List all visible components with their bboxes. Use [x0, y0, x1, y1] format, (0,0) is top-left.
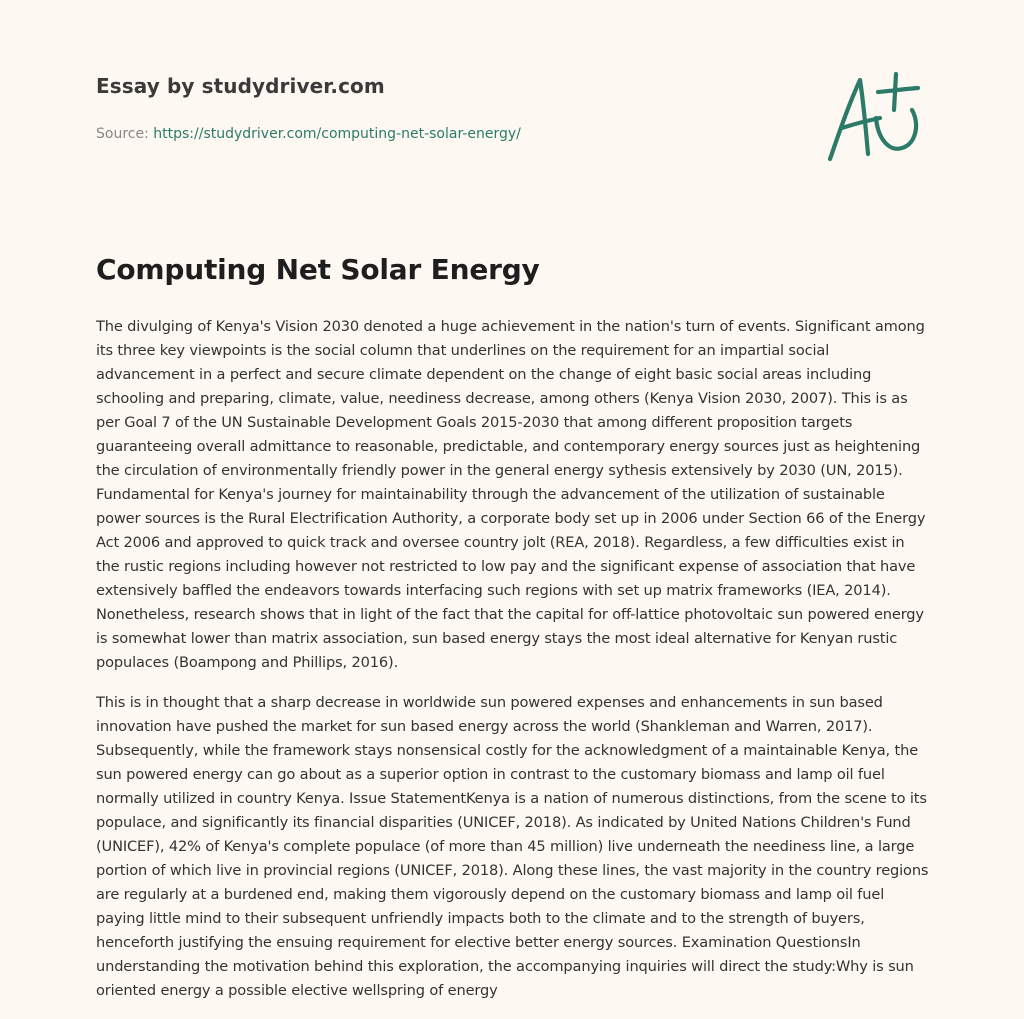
essay-body: [96, 315, 930, 1019]
source-line: [96, 126, 796, 142]
brand-title: Essay by studydriver.com: [96, 74, 385, 98]
essay-title: Computing Net Solar Energy: [96, 253, 540, 286]
essay-header: [96, 74, 796, 142]
source-link[interactable]: https://studydriver.com/computing-net-solar-energy/: [153, 126, 521, 142]
source-label: Source:: [96, 126, 149, 142]
a-plus-logo-icon: [820, 66, 930, 166]
essay-paragraph: This is in thought that a sharp decrease in worldwide sun powered expenses and enhancements in sun based innovation have pushed the market for sun based energy across the world (Shankleman and Warren, 2017). Subsequently, while the framework stays nonsensical costly for the acknowledgment of a maintainable Kenya, the sun powered energy can go about as a superior option in contrast to the customary biomass and lamp oil fuel normally utilized in country Kenya. Issue StatementKenya is a nation of numerous distinctions, from the scene to its populace, and significantly its financial disparities (UNICEF, 2018). As indicated by United Nations Children's Fund (UNICEF), 42% of Kenya's complete populace (of more than 45 million) live underneath the neediness line, a large portion of which live in provincial regions (UNICEF, 2018). Along these lines, the vast majority in the country regions are regularly at a burdened end, making them vigorously depend on the customary biomass and lamp oil fuel paying little mind to their subsequent unfriendly impacts both to the climate and to the strength of buyers, henceforth justifying the ensuing requirement for elective better energy sources. Examination QuestionsIn understanding the motivation behind this exploration, the accompanying inquiries will direct the study:Why is sun oriented energy a possible elective wellspring of energy: [96, 694, 929, 999]
essay-paragraph: The divulging of Kenya's Vision 2030 denoted a huge achievement in the nation's turn of events. Significant among its three key viewpoints is the social column that underlines on the requirement for an impartial social advancement in a perfect and secure climate dependent on the change of eight basic social areas including schooling and preparing, climate, value, neediness decrease, among others (Kenya Vision 2030, 2007). This is as per Goal 7 of the UN Sustainable Development Goals 2015-2030 that among different proposition targets guaranteeing overall admittance to reasonable, predictable, and contemporary energy sources just as heightening the circulation of environmentally friendly power in the general energy sythesis extensively by 2030 (UN, 2015). Fundamental for Kenya's journey for maintainability through the advancement of the utilization of sustainable power sources is the Rural Electrification Authority, a corporate body set up in 2006 under Section 66 of the Energy Act 2006 and approved to quick track and oversee country jolt (REA, 2018). Regardless, a few difficulties exist in the rustic regions including however not restricted to low pay and the significant expense of association that have extensively baffled the endeavors towards interfacing such regions with set up matrix frameworks (IEA, 2014). Nonetheless, research shows that in light of the fact that the capital for off-lattice photovoltaic sun powered energy is somewhat lower than matrix association, sun based energy stays the most ideal alternative for Kenyan rustic populaces (Boampong and Phillips, 2016).: [96, 318, 926, 671]
